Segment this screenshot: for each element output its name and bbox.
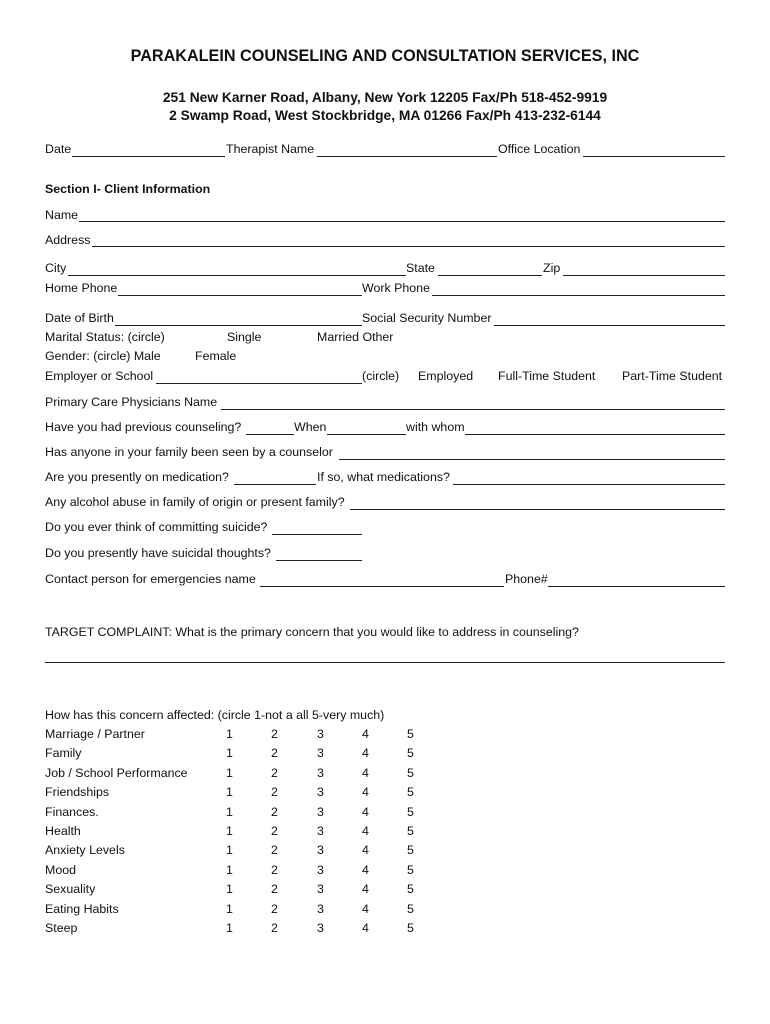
target-complaint-question: TARGET COMPLAINT: What is the primary concern that you would like to address in counseling? — [45, 625, 579, 639]
rating-option-4[interactable]: 4 — [362, 727, 369, 741]
work-phone-field[interactable] — [432, 295, 725, 296]
rating-option-2[interactable]: 2 — [271, 746, 278, 760]
rating-option-3[interactable]: 3 — [317, 921, 324, 935]
family-counselor-field[interactable] — [339, 459, 725, 460]
married-other-option[interactable]: Married Other — [317, 330, 394, 344]
medication-label: Are you presently on medication? — [45, 470, 229, 484]
suicidal-thoughts-label: Do you presently have suicidal thoughts? — [45, 546, 271, 560]
rating-option-1[interactable]: 1 — [226, 843, 233, 857]
rating-option-3[interactable]: 3 — [317, 863, 324, 877]
rating-option-3[interactable]: 3 — [317, 785, 324, 799]
rating-option-1[interactable]: 1 — [226, 824, 233, 838]
rating-option-2[interactable]: 2 — [271, 882, 278, 896]
rating-option-3[interactable]: 3 — [317, 766, 324, 780]
rating-option-4[interactable]: 4 — [362, 843, 369, 857]
what-meds-label: If so, what medications? — [317, 470, 450, 484]
name-field[interactable] — [79, 221, 725, 222]
employed-option[interactable]: Employed — [418, 369, 474, 383]
address-label: Address — [45, 233, 91, 247]
employer-label: Employer or School — [45, 369, 154, 383]
rating-option-5[interactable]: 5 — [407, 921, 414, 935]
ssn-field[interactable] — [494, 325, 725, 326]
rating-option-1[interactable]: 1 — [226, 921, 233, 935]
suicide-think-field[interactable] — [272, 534, 362, 535]
rating-option-2[interactable]: 2 — [271, 902, 278, 916]
when-field[interactable] — [327, 434, 406, 435]
rating-item-label: Sexuality — [45, 882, 96, 896]
rating-option-2[interactable]: 2 — [271, 805, 278, 819]
address-field[interactable] — [92, 246, 725, 247]
rating-option-1[interactable]: 1 — [226, 727, 233, 741]
rating-option-5[interactable]: 5 — [407, 746, 414, 760]
city-field[interactable] — [68, 275, 406, 276]
rating-option-5[interactable]: 5 — [407, 785, 414, 799]
rating-option-1[interactable]: 1 — [226, 863, 233, 877]
with-whom-field[interactable] — [465, 434, 725, 435]
rating-option-3[interactable]: 3 — [317, 824, 324, 838]
rating-option-3[interactable]: 3 — [317, 805, 324, 819]
rating-option-4[interactable]: 4 — [362, 746, 369, 760]
rating-option-1[interactable]: 1 — [226, 902, 233, 916]
office-label: Office Location — [498, 142, 581, 156]
rating-option-1[interactable]: 1 — [226, 882, 233, 896]
when-label: When — [294, 420, 327, 434]
rating-option-1[interactable]: 1 — [226, 785, 233, 799]
rating-item-label: Anxiety Levels — [45, 843, 125, 857]
target-complaint-field[interactable] — [45, 662, 725, 663]
rating-option-3[interactable]: 3 — [317, 902, 324, 916]
ssn-label: Social Security Number — [362, 311, 492, 325]
date-field[interactable] — [72, 156, 225, 157]
alcohol-field[interactable] — [350, 509, 725, 510]
address-line-1: 251 New Karner Road, Albany, New York 12205 Fax/Ph 518-452-9919 — [162, 90, 608, 105]
rating-option-2[interactable]: 2 — [271, 863, 278, 877]
rating-option-5[interactable]: 5 — [407, 766, 414, 780]
rating-option-4[interactable]: 4 — [362, 863, 369, 877]
rating-option-3[interactable]: 3 — [317, 882, 324, 896]
rating-item-label: Steep — [45, 921, 78, 935]
rating-option-5[interactable]: 5 — [407, 902, 414, 916]
rating-option-5[interactable]: 5 — [407, 863, 414, 877]
address-line-2: 2 Swamp Road, West Stockbridge, MA 01266 Fax/Ph 413-232-6144 — [169, 108, 601, 123]
date-label: Date — [45, 142, 72, 156]
rating-option-3[interactable]: 3 — [317, 843, 324, 857]
rating-option-3[interactable]: 3 — [317, 727, 324, 741]
emergency-label: Contact person for emergencies name — [45, 572, 256, 586]
gender-label: Gender: (circle) Male — [45, 349, 161, 363]
with-whom-label: with whom — [406, 420, 465, 434]
phone-label: Phone# — [505, 572, 548, 586]
name-label: Name — [45, 208, 79, 222]
rating-item-label: Family — [45, 746, 82, 760]
employer-field[interactable] — [156, 383, 362, 384]
work-phone-label: Work Phone — [362, 281, 430, 295]
rating-item-label: Finances. — [45, 805, 99, 819]
fulltime-option[interactable]: Full-Time Student — [498, 369, 596, 383]
rating-option-3[interactable]: 3 — [317, 746, 324, 760]
medication-field[interactable] — [234, 484, 316, 485]
rating-item-label: Marriage / Partner — [45, 727, 145, 741]
rating-option-2[interactable]: 2 — [271, 766, 278, 780]
prev-counseling-field[interactable] — [246, 434, 294, 435]
circle-label: (circle) — [362, 369, 400, 383]
home-phone-label: Home Phone — [45, 281, 118, 295]
office-field[interactable] — [583, 156, 725, 157]
rating-option-1[interactable]: 1 — [226, 766, 233, 780]
female-option[interactable]: Female — [195, 349, 237, 363]
rating-option-2[interactable]: 2 — [271, 921, 278, 935]
dob-field[interactable] — [115, 325, 362, 326]
state-field[interactable] — [438, 275, 542, 276]
rating-option-1[interactable]: 1 — [226, 805, 233, 819]
rating-option-5[interactable]: 5 — [407, 843, 414, 857]
rating-option-2[interactable]: 2 — [271, 843, 278, 857]
pcp-label: Primary Care Physicians Name — [45, 395, 218, 409]
rating-option-4[interactable]: 4 — [362, 902, 369, 916]
rating-option-4[interactable]: 4 — [362, 766, 369, 780]
zip-field[interactable] — [563, 275, 725, 276]
prev-counseling-label: Have you had previous counseling? — [45, 420, 242, 434]
family-counselor-label: Has anyone in your family been seen by a counselor — [45, 445, 333, 459]
rating-option-2[interactable]: 2 — [271, 785, 278, 799]
rating-option-4[interactable]: 4 — [362, 805, 369, 819]
rating-option-5[interactable]: 5 — [407, 727, 414, 741]
rating-item-label: Health — [45, 824, 81, 838]
suicidal-thoughts-field[interactable] — [276, 560, 362, 561]
rating-item-label: Mood — [45, 863, 76, 877]
rating-option-2[interactable]: 2 — [271, 824, 278, 838]
single-option[interactable]: Single — [227, 330, 262, 344]
therapist-label: Therapist Name — [226, 142, 315, 156]
rating-item-label: Friendships — [45, 785, 110, 799]
city-label: City — [45, 261, 67, 275]
emergency-field[interactable] — [260, 586, 504, 587]
rating-option-4[interactable]: 4 — [362, 824, 369, 838]
rating-option-4[interactable]: 4 — [362, 785, 369, 799]
section-heading: Section I- Client Information — [45, 182, 211, 196]
zip-label: Zip — [543, 261, 561, 275]
pcp-field[interactable] — [221, 409, 725, 410]
rating-option-4[interactable]: 4 — [362, 882, 369, 896]
home-phone-field[interactable] — [118, 295, 362, 296]
ratings-heading: How has this concern affected: (circle 1-not a all 5-very much) — [45, 708, 385, 722]
rating-option-2[interactable]: 2 — [271, 727, 278, 741]
rating-item-label: Eating Habits — [45, 902, 119, 916]
suicide-think-label: Do you ever think of committing suicide? — [45, 520, 268, 534]
form-title: PARAKALEIN COUNSELING AND CONSULTATION SERVICES, INC — [130, 47, 640, 65]
parttime-option[interactable]: Part-Time Student — [622, 369, 723, 383]
rating-option-4[interactable]: 4 — [362, 921, 369, 935]
rating-option-1[interactable]: 1 — [226, 746, 233, 760]
marital-label: Marital Status: (circle) — [45, 330, 165, 344]
rating-option-5[interactable]: 5 — [407, 824, 414, 838]
dob-label: Date of Birth — [45, 311, 114, 325]
rating-option-5[interactable]: 5 — [407, 805, 414, 819]
state-label: State — [406, 261, 435, 275]
emergency-phone-field[interactable] — [548, 586, 725, 587]
what-meds-field[interactable] — [453, 484, 725, 485]
rating-option-5[interactable]: 5 — [407, 882, 414, 896]
rating-item-label: Job / School Performance — [45, 766, 188, 780]
alcohol-label: Any alcohol abuse in family of origin or present family? — [45, 495, 345, 509]
therapist-field[interactable] — [317, 156, 497, 157]
